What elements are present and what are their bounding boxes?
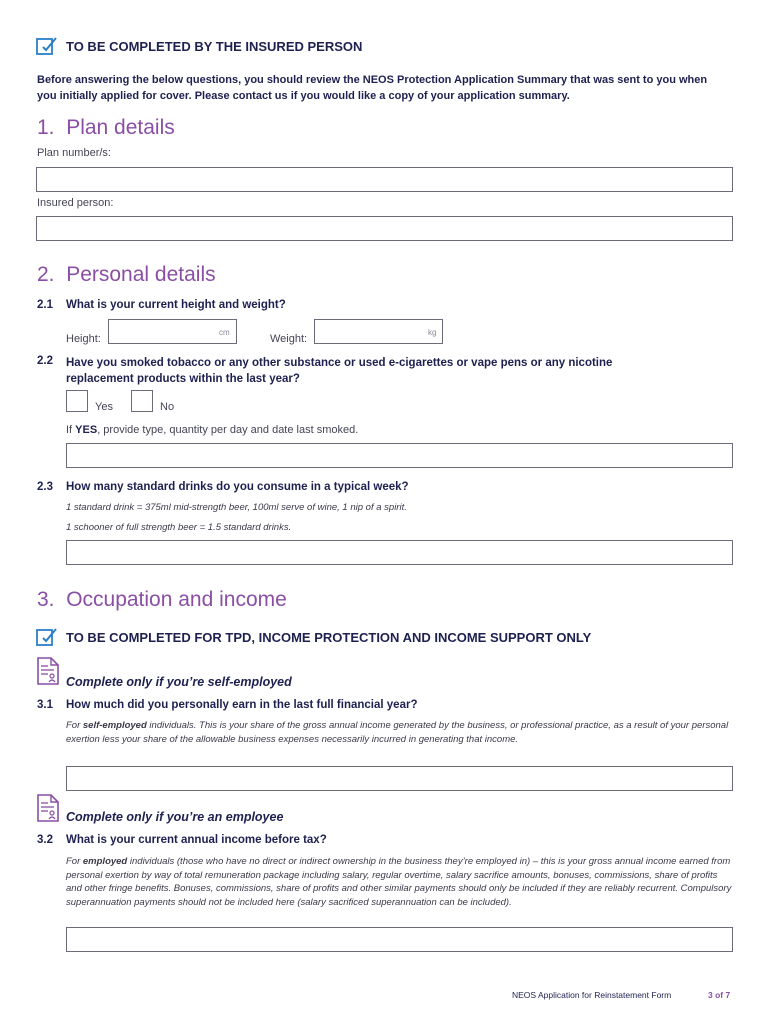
question-2-2-line2: replacement products within the last year? [66,373,300,385]
smoker-no-label: No [160,401,175,413]
header-title: TO BE COMPLETED BY THE INSURED PERSON [66,38,363,54]
edit-checkbox-icon [36,36,58,56]
plan-number-label: Plan number/s: [37,147,111,159]
edit-checkbox-icon [36,627,58,647]
smoking-details-field[interactable] [66,443,733,468]
section-1-title: Plan details [66,116,175,139]
drinks-note-1: 1 standard drink = 375ml mid-strength beer, 100ml serve of wine, 1 nip of a spirit. [66,502,407,513]
document-person-icon [37,657,59,685]
section-3-number: 3. [37,588,55,611]
header-row [36,36,362,56]
question-3-1-number: 3.1 [37,699,53,711]
section-2-number: 2. [37,263,55,286]
question-2-3-number: 2.3 [37,481,53,493]
height-label: Height: [66,333,101,345]
section-2-title: Personal details [66,263,216,286]
section-1-number: 1. [37,116,55,139]
question-2-2-number: 2.2 [37,355,53,367]
employee-note: For employed individuals (those who have no direct or indirect ownership in the business they’re employed in) – this is your gross annual income earned from personal exertion by way of total remuneration package including salary, regular overtime, salary sacrifice amounts, bonuses, commissions, share of profits and other fringe benefits. Bonuses, commissions, share of profits and other similar payments should only be included if they are reliably recurrent. Compulsory superannuation payments should not be included here (salary sacrificed superannuation can be included). [66,856,732,908]
employee-heading: Complete only if you’re an employee [66,810,284,824]
self-employed-income-field[interactable] [66,766,733,791]
weight-field[interactable] [314,319,443,344]
employee-income-field[interactable] [66,927,733,952]
weight-unit: kg [428,328,437,337]
section-3-title: Occupation and income [66,588,287,611]
section-2-heading [37,263,216,287]
smoker-no-checkbox[interactable] [131,390,153,412]
question-2-3-text: How many standard drinks do you consume in a typical week? [66,481,409,493]
insured-person-field[interactable] [36,216,733,241]
section-3-subheader-row [36,627,591,647]
self-employed-heading: Complete only if you’re self-employed [66,675,292,689]
question-3-1-text: How much did you personally earn in the last full financial year? [66,699,418,711]
section-3-heading [37,588,287,612]
if-yes-instruction: If YES, provide type, quantity per day and date last smoked. [66,424,359,436]
footer-page-number: 3 of 7 [708,990,731,1000]
self-employed-note: For self-employed individuals. This is your share of the gross annual income generated by the business, or professional practice, as a result of your personal exertion less your share of the allowable business expenses necessarily incurred in generating that income. [66,720,729,745]
plan-number-field[interactable] [36,167,733,192]
height-unit: cm [219,328,230,337]
section-1-heading [37,116,175,140]
question-3-2-number: 3.2 [37,834,53,846]
drinks-note-2: 1 schooner of full strength beer = 1.5 standard drinks. [66,522,292,533]
header-intro: Before answering the below questions, you should review the NEOS Protection Application Summary that was sent to you when you initially applied for cover. Please contact us if you would like a copy of your application summary. [37,74,708,102]
question-2-2-text [66,355,612,387]
smoker-yes-checkbox[interactable] [66,390,88,412]
question-2-1-number: 2.1 [37,299,53,311]
insured-person-label: Insured person: [37,197,114,209]
question-2-2-line1: Have you smoked tobacco or any other substance or used e-cigarettes or vape pens or any nicotine [66,357,613,369]
question-2-1-text: What is your current height and weight? [66,299,286,311]
document-person-icon [37,794,59,822]
height-field[interactable] [108,319,237,344]
question-3-2-text: What is your current annual income before tax? [66,834,327,846]
weight-label: Weight: [270,333,308,345]
smoker-yes-label: Yes [95,401,113,413]
section-3-subheader: TO BE COMPLETED FOR TPD, INCOME PROTECTION AND INCOME SUPPORT ONLY [66,629,592,645]
standard-drinks-field[interactable] [66,540,733,565]
footer-form-name: NEOS Application for Reinstatement Form [512,990,672,1000]
